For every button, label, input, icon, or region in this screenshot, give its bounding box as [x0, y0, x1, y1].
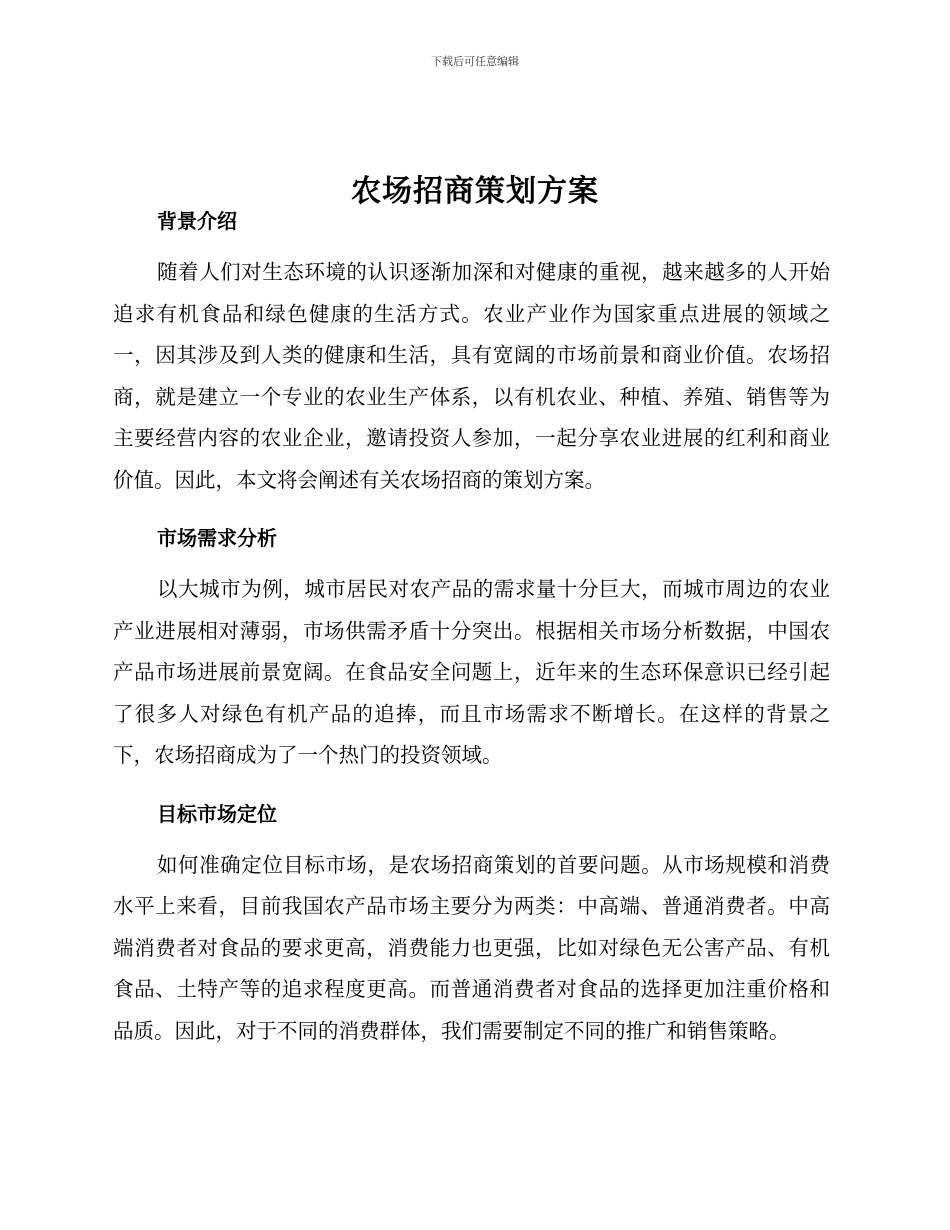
section-heading: 市场需求分析 [157, 526, 277, 550]
section-background [113, 198, 830, 501]
header-note: 下载后可任意编辑 [431, 55, 519, 68]
section-heading: 目标市场定位 [157, 801, 277, 826]
section-paragraph: 如何准确定位目标市场，是农场招商策划的首要问题。从市场规模和消费水平上来看，目前我国农产品市场主要分为两类：中高端、普通消费者。中高端消费者对食品的要求更高，消费能力也更强，比如对绿色无公害产品、有机食品、土特产等的追求程度更高。而普通消费者对食品的选择更加注重价格和品质。因此，对于不同的消费群体，我们需要制定不同的推广和销售策略。 [113, 852, 830, 1043]
section-paragraph: 以大城市为例，城市居民对农产品的需求量十分巨大，而城市周边的农业产业进展相对薄弱，市场供需矛盾十分突出。根据相关市场分析数据，中国农产品市场进展前景宽阔。在食品安全问题上，近年来的生态环保意识已经引起了很多人对绿色有机产品的追捧，而且市场需求不断增长。在这样的背景之下，农场招商成为了一个热门的投资领域。 [113, 577, 830, 767]
section-heading: 背景介绍 [157, 209, 237, 233]
document-title: 农场招商策划方案 [351, 174, 599, 210]
section-market-demand [113, 515, 830, 777]
section-paragraph: 随着人们对生态环境的认识逐渐加深和对健康的重视，越来越多的人开始追求有机食品和绿色健康的生活方式。农业产业作为国家重点进展的领域之一，因其涉及到人类的健康和生活，具有宽阔的市场前景和商业价值。农场招商，就是建立一个专业的农业生产体系，以有机农业、种植、养殖、销售等为主要经营内容的农业企业，邀请投资人参加，一起分享农业进展的红利和商业价值。因此，本文将会阐述有关农场招商的策划方案。 [113, 260, 830, 492]
section-target-market [113, 791, 830, 1053]
document-content [113, 198, 830, 1066]
